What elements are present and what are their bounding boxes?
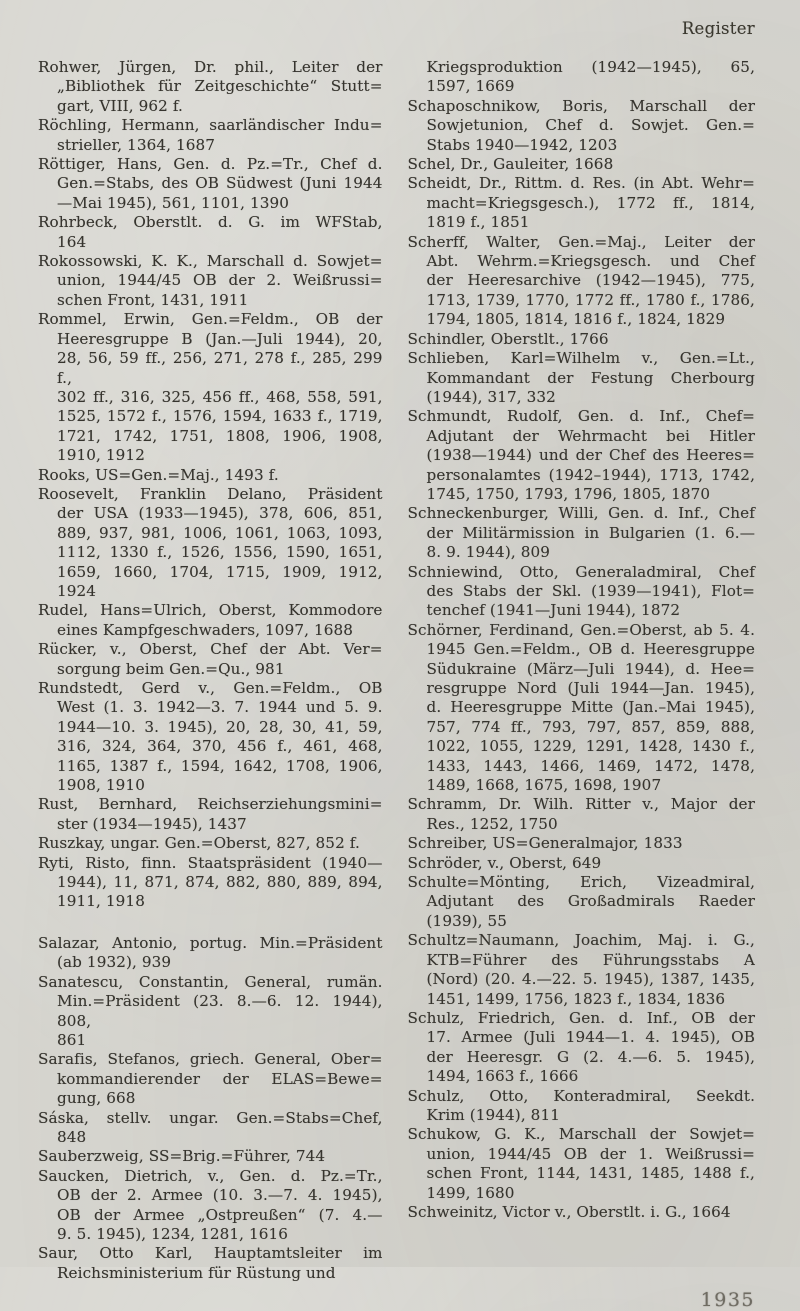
- index-entry: [38, 466, 383, 485]
- index-entry-line: 9. 5. 1945), 1234, 1281, 1616: [57, 1224, 289, 1243]
- index-entry: [38, 1147, 383, 1166]
- index-entry-line: (Nord) (20. 4.—22. 5. 1945), 1387, 1435,: [426, 970, 755, 989]
- index-columns: [38, 58, 755, 1283]
- index-entry-line: 1499, 1680: [426, 1183, 515, 1202]
- index-entry-line: (ab 1932), 939: [57, 953, 172, 972]
- index-entry-line: Rundstedt, Gerd v., Gen.=Feldm., OB: [38, 679, 383, 697]
- index-entry-line: Rooks, US=Gen.=Maj., 1493 f.: [38, 465, 279, 484]
- index-entry-line: gart, VIII, 962 f.: [57, 96, 183, 115]
- index-entry-line: Kriegsproduktion (1942—1945), 65,: [426, 58, 755, 76]
- index-entry-line: Rudel, Hans=Ulrich, Oberst, Kommodore: [38, 601, 383, 620]
- index-entry: [38, 213, 383, 252]
- index-entry-line: Min.=Präsident (23. 8.—6. 12. 1944), 808,: [57, 992, 383, 1030]
- index-entry: [408, 58, 755, 97]
- index-entry-line: Gen.=Stabs, des OB Südwest (Juni 1944: [57, 174, 383, 193]
- index-entry: [408, 873, 755, 931]
- index-entry-line: Schulte=Mönting, Erich, Vizeadmiral,: [407, 873, 755, 892]
- index-entry-line: personalamtes (1942–1944), 1713, 1742,: [426, 465, 755, 484]
- index-entry-line: des Stabs der Skl. (1939—1941), Flot=: [426, 581, 755, 600]
- index-entry-line: eines Kampfgeschwaders, 1097, 1688: [57, 620, 354, 639]
- index-entry: [408, 97, 755, 155]
- index-entry: [38, 854, 383, 912]
- index-entry-line: Sanatescu, Constantin, General, rumän.: [38, 972, 383, 991]
- index-entry: [38, 310, 383, 465]
- index-entry-line: Rücker, v., Oberst, Chef der Abt. Ver=: [38, 640, 383, 659]
- index-entry-line: 1721, 1742, 1751, 1808, 1906, 1908,: [57, 426, 383, 445]
- index-entry-line: 1908, 1910: [57, 776, 145, 795]
- index-entry-line: Schörner, Ferdinand, Gen.=Oberst, ab 5. 4.: [407, 620, 755, 639]
- index-entry-line: (1939), 55: [426, 911, 508, 930]
- index-entry: [408, 1087, 755, 1126]
- index-entry-line: Schel, Dr., Gauleiter, 1668: [407, 155, 614, 174]
- index-entry-line: 164: [57, 232, 87, 251]
- index-entry-line: 1112, 1330 f., 1526, 1556, 1590, 1651,: [57, 543, 383, 562]
- index-entry: [38, 1109, 383, 1148]
- index-entry-line: Sowjetunion, Chef d. Sowjet. Gen.=: [426, 116, 755, 135]
- index-entry-line: strieller, 1364, 1687: [57, 135, 216, 154]
- index-entry-line: 1433, 1443, 1466, 1469, 1472, 1478,: [426, 756, 755, 775]
- index-entry-line: resgruppe Nord (Juli 1944—Jan. 1945),: [426, 679, 755, 697]
- index-entry-line: 17. Armee (Juli 1944—1. 4. 1945), OB: [426, 1028, 755, 1047]
- index-entry-line: Schreiber, US=Generalmajor, 1833: [407, 834, 683, 853]
- index-entry-line: Schlieben, Karl=Wilhelm v., Gen.=Lt.,: [407, 349, 755, 368]
- index-entry-line: der USA (1933—1945), 378, 606, 851,: [57, 504, 383, 523]
- index-entry-line: Sáska, stellv. ungar. Gen.=Stabs=Chef,: [38, 1108, 383, 1127]
- index-entry-line: Adjutant des Großadmirals Raeder: [426, 892, 755, 911]
- index-entry: [38, 1244, 383, 1283]
- index-entry-line: KTB=Führer des Führungsstabs A: [426, 950, 755, 969]
- index-entry-line: Schmundt, Rudolf, Gen. d. Inf., Chef=: [407, 407, 755, 426]
- index-entry: [408, 174, 755, 232]
- index-entry-line: Schweinitz, Victor v., Oberstlt. i. G., 1664: [407, 1202, 731, 1221]
- index-entry-line: Rohrbeck, Oberstlt. d. G. im WFStab,: [38, 213, 383, 232]
- index-entry-line: der Militärmission in Bulgarien (1. 6.—: [426, 523, 755, 542]
- index-entry: [38, 252, 383, 310]
- index-entry-line: union, 1944/45 OB der 1. Weißrussi=: [426, 1144, 755, 1163]
- index-entry-line: 1489, 1668, 1675, 1698, 1907: [426, 776, 662, 795]
- index-entry-line: sorgung beim Gen.=Qu., 981: [57, 659, 285, 678]
- index-entry-line: macht=Kriegsgesch.), 1772 ff., 1814,: [426, 193, 755, 212]
- index-entry-line: 8. 9. 1944), 809: [426, 543, 550, 562]
- index-entry-line: tenchef (1941—Juni 1944), 1872: [426, 601, 681, 620]
- index-entry: [408, 1009, 755, 1087]
- index-entry-line: Saucken, Dietrich, v., Gen. d. Pz.=Tr.,: [38, 1166, 383, 1185]
- index-entry-line: union, 1944/45 OB der 2. Weißrussi=: [57, 271, 383, 290]
- index-entry-line: Röchling, Hermann, saarländischer Indu=: [38, 116, 383, 135]
- index-entry-line: Sauberzweig, SS=Brig.=Führer, 744: [38, 1147, 326, 1166]
- index-entry-line: Heeresgruppe B (Jan.—Juli 1944), 20,: [57, 329, 383, 348]
- index-entry: [408, 330, 755, 349]
- index-entry-line: Schukow, G. K., Marschall der Sowjet=: [407, 1125, 755, 1144]
- column-right: [408, 58, 755, 1283]
- index-entry-line: 1944—10. 3. 1945), 20, 28, 30, 41, 59,: [57, 717, 383, 736]
- index-entry: [38, 973, 383, 1051]
- index-entry-line: Salazar, Antonio, portug. Min.=Präsident: [38, 933, 383, 952]
- index-entry-line: 28, 56, 59 ff., 256, 271, 278 f., 285, 299 f.,: [57, 349, 383, 387]
- index-entry-line: Reichsministerium für Rüstung und: [57, 1263, 336, 1282]
- index-entry: [408, 563, 755, 621]
- index-entry-line: Saur, Otto Karl, Hauptamtsleiter im: [38, 1244, 383, 1263]
- index-entry-line: Schulz, Friedrich, Gen. d. Inf., OB der: [407, 1008, 755, 1027]
- index-entry-line: Scherff, Walter, Gen.=Maj., Leiter der: [407, 232, 755, 251]
- index-entry: [38, 679, 383, 795]
- index-entry-line: Ruszkay, ungar. Gen.=Oberst, 827, 852 f.: [38, 834, 360, 853]
- index-entry: [408, 155, 755, 174]
- index-entry-line: Schniewind, Otto, Generaladmiral, Chef: [407, 562, 755, 581]
- index-entry: [38, 1167, 383, 1245]
- index-entry-line: Rokossowski, K. K., Marschall d. Sowjet=: [38, 252, 383, 271]
- index-entry: [408, 1203, 755, 1222]
- index-entry-line: „Bibliothek für Zeitgeschichte“ Stutt=: [57, 77, 383, 96]
- index-entry: [38, 834, 383, 853]
- index-entry: [38, 155, 383, 213]
- index-entry-line: Schindler, Oberstlt., 1766: [407, 329, 609, 348]
- index-entry: [408, 621, 755, 796]
- index-entry-line: Krim (1944), 811: [426, 1105, 560, 1124]
- index-entry-line: OB der Armee „Ostpreußen“ (7. 4.—: [57, 1205, 383, 1224]
- index-entry-line: gung, 668: [57, 1089, 136, 1108]
- index-entry-line: 316, 324, 364, 370, 456 f., 461, 468,: [57, 737, 383, 756]
- index-entry: [408, 834, 755, 853]
- index-entry-line: Rommel, Erwin, Gen.=Feldm., OB der: [38, 310, 383, 329]
- index-entry-line: Kommandant der Festung Cherbourg: [426, 368, 755, 387]
- index-entry: [408, 349, 755, 407]
- index-entry-line: Ryti, Risto, finn. Staatspräsident (1940—: [38, 853, 383, 872]
- index-entry-line: 1911, 1918: [57, 892, 145, 911]
- index-entry-line: 1944), 11, 871, 874, 882, 880, 889, 894,: [57, 873, 383, 892]
- index-entry-line: (1944), 317, 332: [426, 387, 556, 406]
- index-entry-line: Rohwer, Jürgen, Dr. phil., Leiter der: [38, 58, 383, 76]
- index-entry-line: 1659, 1660, 1704, 1715, 1909, 1912, 1924: [57, 562, 383, 600]
- index-entry: [408, 407, 755, 504]
- index-entry-line: Rust, Bernhard, Reichserziehungsmini=: [38, 795, 383, 814]
- index-entry-line: Schröder, v., Oberst, 649: [407, 853, 602, 872]
- index-entry-line: Adjutant der Wehrmacht bei Hitler: [426, 426, 755, 445]
- index-entry-line: schen Front, 1431, 1911: [57, 290, 249, 309]
- index-entry: [408, 504, 755, 562]
- index-entry-line: Schneckenburger, Willi, Gen. d. Inf., Chef: [407, 504, 755, 523]
- index-entry-line: Res., 1252, 1750: [426, 814, 558, 833]
- index-entry-line: 1794, 1805, 1814, 1816 f., 1824, 1829: [426, 310, 726, 329]
- index-entry: [38, 485, 383, 601]
- index-entry-line: Schulz, Otto, Konteradmiral, Seekdt.: [407, 1086, 755, 1105]
- index-entry-line: kommandierender der ELAS=Bewe=: [57, 1069, 383, 1088]
- index-entry: [408, 931, 755, 1009]
- index-entry-line: 1910, 1912: [57, 446, 145, 465]
- index-entry: [408, 1125, 755, 1203]
- index-entry-line: 1494, 1663 f., 1666: [426, 1067, 579, 1086]
- index-entry-line: West (1. 3. 1942—3. 7. 1944 und 5. 9.: [57, 698, 383, 717]
- running-head: Register: [681, 19, 755, 38]
- index-entry-line: 889, 937, 981, 1006, 1061, 1063, 1093,: [57, 523, 383, 542]
- index-entry-line: ster (1934—1945), 1437: [57, 814, 247, 833]
- index-entry: [38, 795, 383, 834]
- index-entry-line: 1451, 1499, 1756, 1823 f., 1834, 1836: [426, 989, 726, 1008]
- index-entry-line: OB der 2. Armee (10. 3.—7. 4. 1945),: [57, 1186, 383, 1205]
- index-entry-line: 1022, 1055, 1229, 1291, 1428, 1430 f.,: [426, 737, 755, 756]
- index-entry: [408, 233, 755, 330]
- index-entry: [38, 640, 383, 679]
- index-entry-line: der Heeresarchive (1942—1945), 775,: [426, 271, 755, 290]
- index-entry-line: 302 ff., 316, 325, 456 ff., 468, 558, 591,: [57, 387, 383, 406]
- page-number: 1935: [700, 1289, 755, 1311]
- index-entry-line: Scheidt, Dr., Rittm. d. Res. (in Abt. Wehr=: [407, 174, 755, 193]
- index-entry-line: 1945 Gen.=Feldm., OB d. Heeresgruppe: [426, 640, 755, 659]
- index-entry-line: Abt. Wehrm.=Kriegsgesch. und Chef: [426, 252, 755, 271]
- index-entry-line: Schaposchnikow, Boris, Marschall der: [407, 96, 755, 115]
- index-entry-line: 1819 f., 1851: [426, 213, 530, 232]
- index-entry-line: 1713, 1739, 1770, 1772 ff., 1780 f., 1786,: [426, 290, 755, 309]
- index-entry-line: Südukraine (März—Juli 1944), d. Hee=: [426, 659, 755, 678]
- index-entry-line: der Heeresgr. G (2. 4.—6. 5. 1945),: [426, 1047, 755, 1066]
- index-entry-line: —Mai 1945), 561, 1101, 1390: [57, 193, 290, 212]
- index-entry-line: 861: [57, 1030, 87, 1049]
- index-entry-line: 1165, 1387 f., 1594, 1642, 1708, 1906,: [57, 756, 383, 775]
- column-left: [38, 58, 383, 1283]
- index-entry-line: 1597, 1669: [426, 77, 515, 96]
- index-entry-line: 757, 774 ff., 793, 797, 857, 859, 888,: [426, 717, 755, 736]
- index-entry-line: Röttiger, Hans, Gen. d. Pz.=Tr., Chef d.: [38, 155, 383, 174]
- index-entry: [38, 116, 383, 155]
- index-entry-line: d. Heeresgruppe Mitte (Jan.–Mai 1945),: [426, 698, 755, 717]
- index-entry-line: 848: [57, 1127, 87, 1146]
- index-entry-line: 1745, 1750, 1793, 1796, 1805, 1870: [426, 484, 711, 503]
- index-entry: [38, 601, 383, 640]
- index-entry-line: Roosevelt, Franklin Delano, Präsident: [38, 484, 383, 503]
- index-entry-line: Sarafis, Stefanos, griech. General, Ober=: [38, 1050, 383, 1069]
- index-entry: [408, 795, 755, 834]
- index-entry-line: Schultz=Naumann, Joachim, Maj. i. G.,: [407, 931, 755, 950]
- index-entry-line: Stabs 1940—1942, 1203: [426, 135, 618, 154]
- index-entry-line: Schramm, Dr. Wilh. Ritter v., Major der: [407, 795, 755, 814]
- index-entry-line: schen Front, 1144, 1431, 1485, 1488 f.,: [426, 1164, 755, 1183]
- index-entry-line: (1938—1944) und der Chef des Heeres=: [426, 446, 755, 465]
- index-entry: [38, 58, 383, 116]
- index-entry: [38, 1050, 383, 1108]
- index-entry: [408, 854, 755, 873]
- index-entry: [38, 934, 383, 973]
- index-entry-line: 1525, 1572 f., 1576, 1594, 1633 f., 1719,: [57, 407, 383, 426]
